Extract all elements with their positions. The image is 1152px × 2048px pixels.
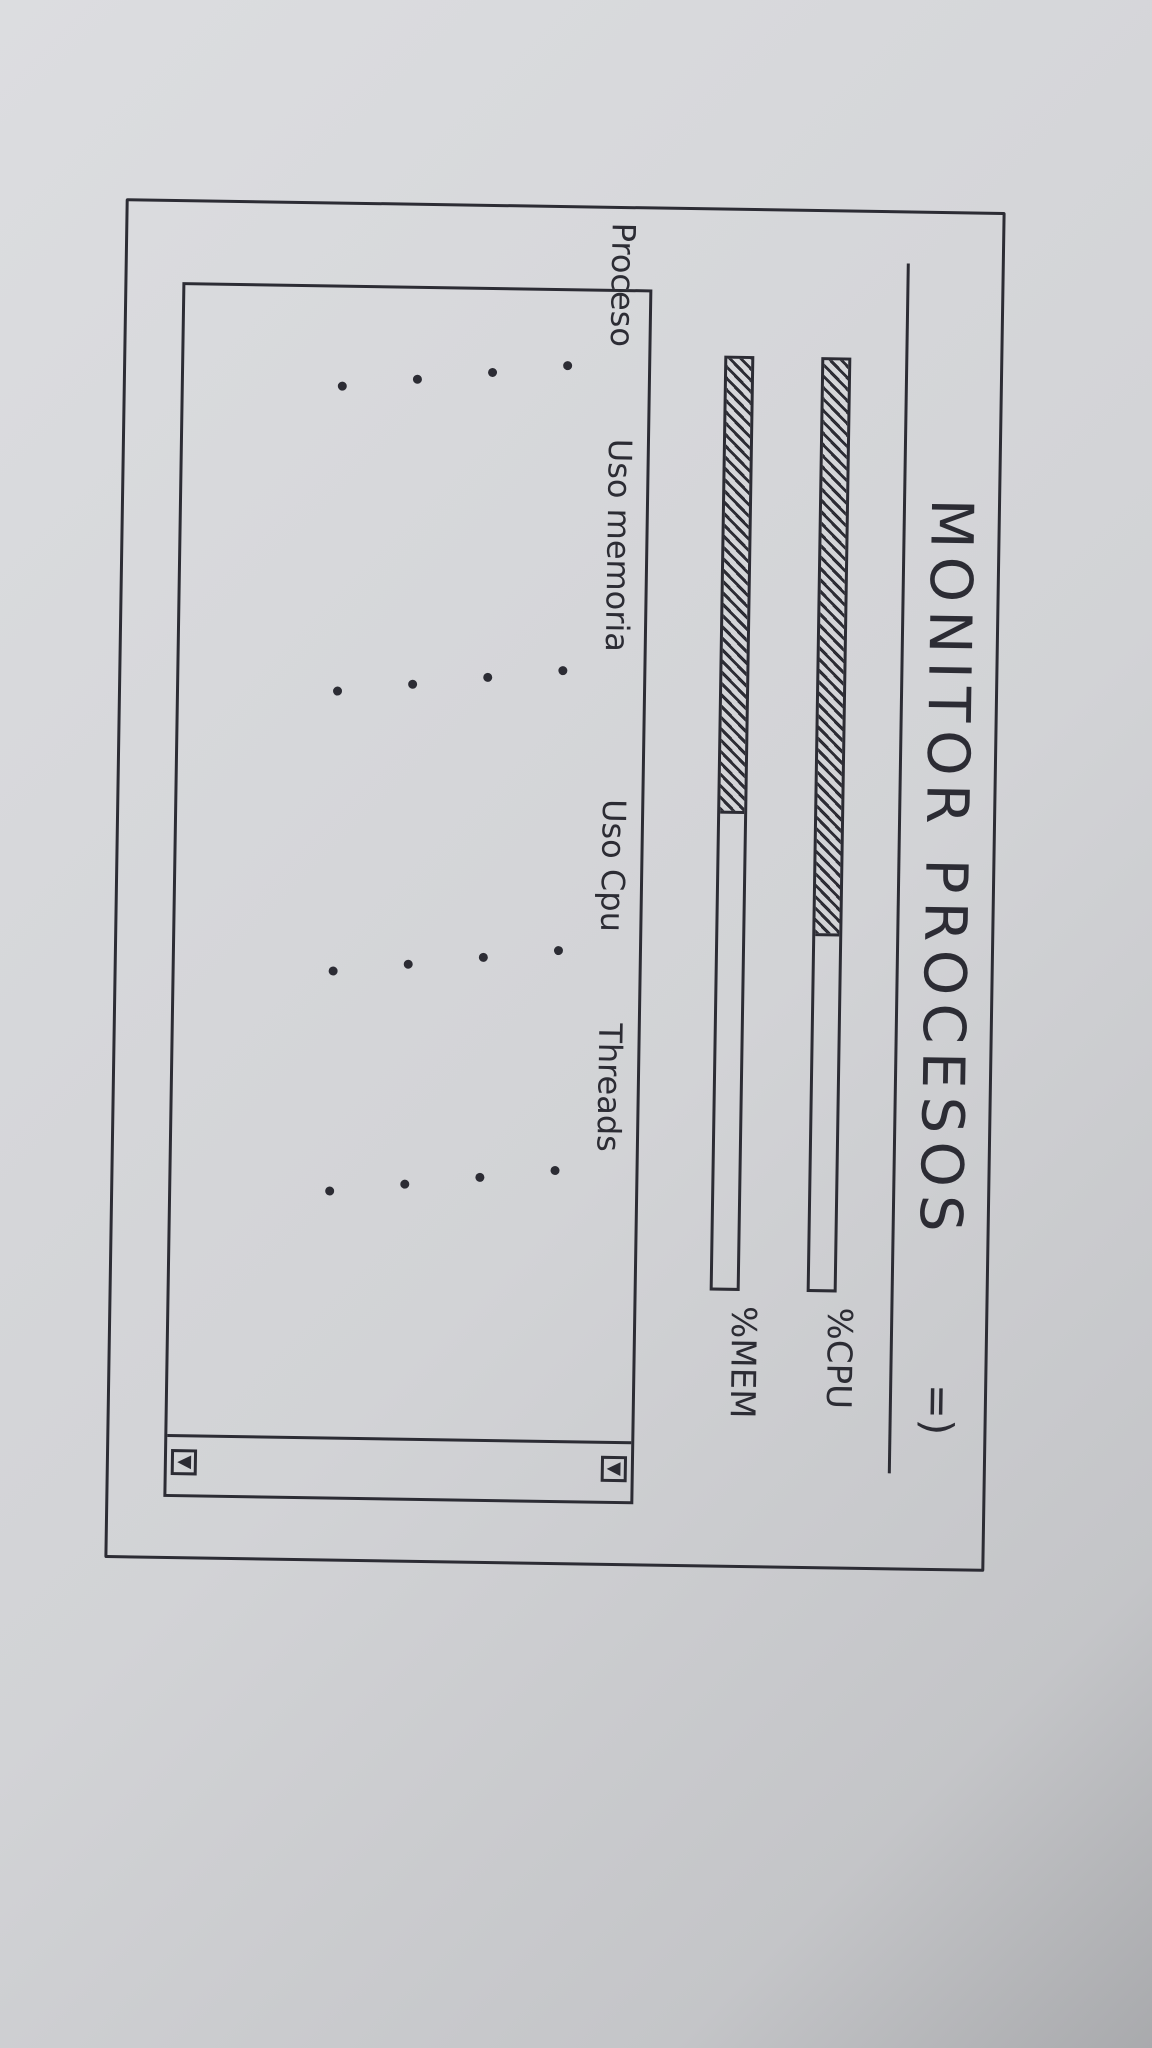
smiley-icon: =) [912, 1383, 963, 1436]
mem-usage-label: %MEM [721, 1305, 764, 1419]
process-row[interactable] [542, 291, 579, 1391]
cpu-usage-bar [807, 357, 852, 1292]
process-row[interactable] [467, 290, 504, 1390]
title-bar [888, 263, 1002, 1474]
placeholder-dot [408, 680, 417, 689]
placeholder-dot [483, 673, 492, 682]
column-header-cpu[interactable]: Uso Cpu [593, 798, 634, 933]
placeholder-dot [563, 361, 572, 370]
placeholder-dot [550, 1166, 559, 1175]
placeholder-dot [554, 946, 563, 955]
placeholder-dot [400, 1180, 409, 1189]
scroll-down-arrow-icon[interactable]: ▼ [601, 1456, 627, 1482]
placeholder-dot [333, 686, 342, 695]
cpu-usage-label: %CPU [817, 1307, 860, 1410]
process-list[interactable] [163, 222, 652, 1504]
scroll-up-arrow-icon[interactable]: ▲ [171, 1449, 197, 1475]
placeholder-dot [338, 382, 347, 391]
placeholder-dot [325, 1186, 334, 1195]
main-window [104, 198, 1005, 1572]
placeholder-dot [558, 666, 567, 675]
placeholder-dot [475, 1173, 484, 1182]
cpu-usage-fill [815, 360, 848, 936]
column-header-process[interactable]: Proceso [602, 222, 643, 348]
process-list-body [166, 222, 649, 1501]
column-header-threads[interactable]: Threads [589, 1023, 630, 1153]
placeholder-dot [479, 953, 488, 962]
process-row[interactable] [392, 289, 429, 1389]
placeholder-dot [413, 375, 422, 384]
placeholder-dot [488, 368, 497, 377]
horizontal-scrollbar[interactable] [166, 1434, 631, 1501]
window-title: MONITOR PROCESOS [906, 497, 987, 1241]
mem-usage-fill [720, 359, 751, 815]
process-rows [185, 285, 649, 292]
process-row[interactable] [317, 287, 354, 1387]
placeholder-dot [404, 960, 413, 969]
placeholder-dot [329, 966, 338, 975]
mem-usage-bar [710, 356, 755, 1291]
column-header-memory[interactable]: Uso memoria [597, 438, 640, 653]
